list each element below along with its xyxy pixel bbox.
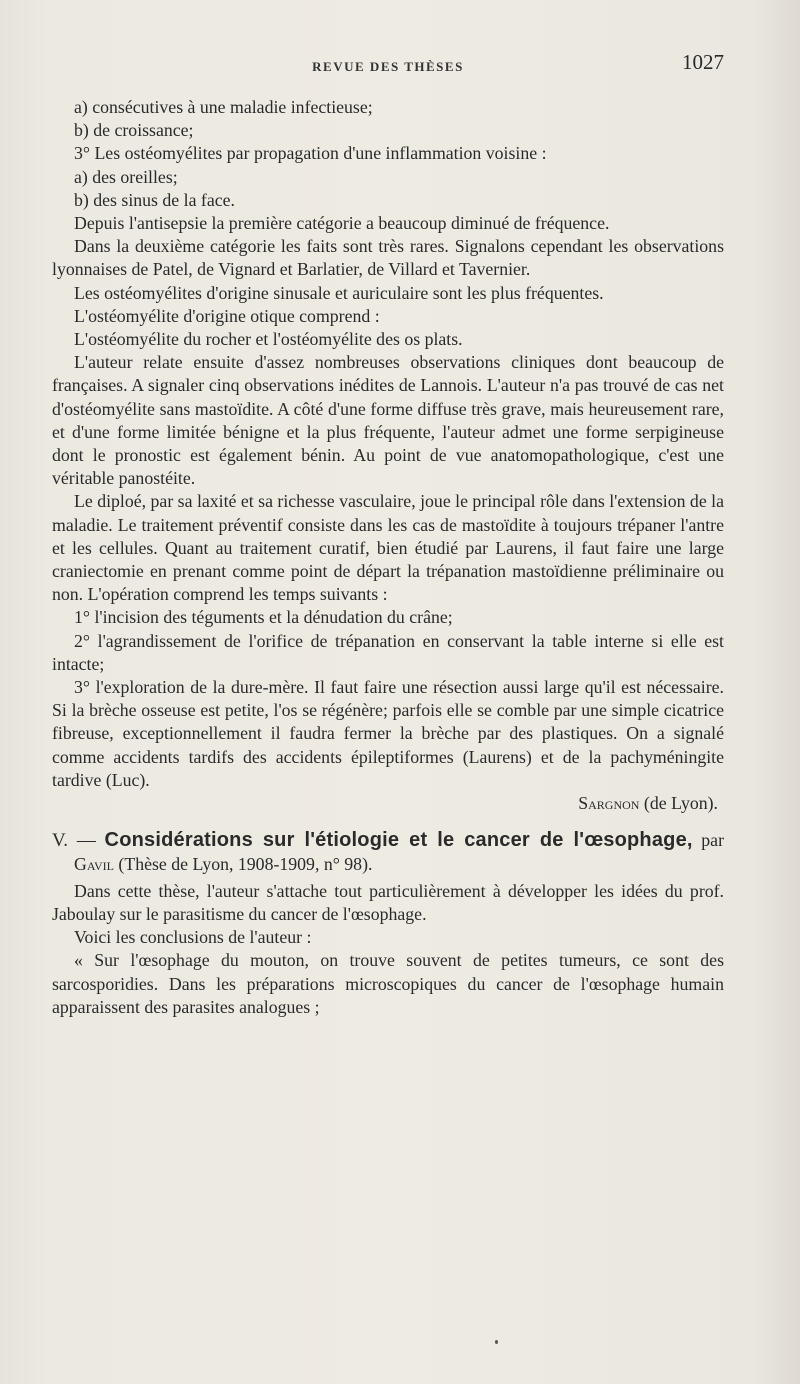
page-header	[52, 50, 724, 80]
signature-place: (de Lyon).	[643, 793, 718, 814]
paragraph: 3° l'exploration de la dure-mère. Il faut faire une résection aussi large qu'il est nécessaire. Si la brèche osseuse est petite, l'os se régénère; parfois elle se comble par une simple cicatrice fibreuse, exceptionnellement il faudra fermer la brèche par des plastiques. On a signalé comme accidents tardifs des accidents épileptiformes (Laurens) et de la pachyméningite tardive (Luc).	[52, 677, 724, 790]
paragraph: L'auteur relate ensuite d'assez nombreuses observations cliniques dont beaucoup de françaises. A signaler cinq observations inédites de Lannois. L'auteur n'a pas trouvé de cas net d'ostéomyélite sans mastoïdite. A côté d'une forme diffuse très grave, mais heureusement rare, et d'une forme limitée bénigne et la plus fréquente, l'auteur admet une forme serpigineuse dont le pronostic est également bénin. Au point de vue anatomopathologique, c'est une véritable panostéite.	[52, 352, 724, 489]
section-title: Considérations sur l'étiologie et le cancer de l'œsophage,	[104, 829, 693, 852]
body-text	[52, 96, 724, 1019]
paragraph: Les ostéomyélites d'origine sinusale et auriculaire sont les plus fréquentes.	[74, 282, 604, 303]
paragraph: L'ostéomyélite d'origine otique comprend :	[74, 305, 380, 326]
section-citation: (Thèse de Lyon, 1908-1909, n° 98).	[118, 853, 373, 874]
paragraph: b) de croissance;	[74, 120, 194, 141]
paragraph: 1° l'incision des téguments et la dénudation du crâne;	[74, 607, 453, 628]
section-author: Gavil	[74, 853, 114, 874]
section-heading	[52, 829, 724, 875]
paragraph: L'ostéomyélite du rocher et l'ostéomyélite des os plats.	[74, 329, 463, 350]
ink-dot	[495, 1340, 498, 1344]
section-number: V. —	[52, 830, 96, 852]
paragraph: Dans cette thèse, l'auteur s'attache tout particulièrement à développer les idées du prof. Jaboulay sur le parasitisme du cancer de l'œsophage.	[52, 880, 724, 924]
running-title: REVUE DES THÈSES	[312, 59, 464, 74]
paragraph: Dans la deuxième catégorie les faits sont très rares. Signalons cependant les observations lyonnaises de Patel, de Vignard et Barlatier, de Villard et Tavernier.	[52, 236, 724, 280]
paragraph: Voici les conclusions de l'auteur :	[74, 927, 312, 948]
paragraph: Depuis l'antisepsie la première catégorie a beaucoup diminué de fréquence.	[74, 213, 610, 234]
signature-name: Sargnon	[578, 793, 640, 814]
signature	[52, 792, 724, 815]
paragraph: « Sur l'œsophage du mouton, on trouve souvent de petites tumeurs, ce sont des sarcosporidies. Dans les préparations microscopiques du cancer de l'œsophage humain apparaissent des parasites analogues ;	[52, 950, 724, 1017]
paragraph: 2° l'agrandissement de l'orifice de trépanation en conservant la table interne si elle est intacte;	[52, 630, 724, 674]
section-byline-prefix: par	[701, 830, 724, 851]
paragraph: a) des oreilles;	[74, 166, 178, 187]
paragraph: a) consécutives à une maladie infectieuse;	[74, 97, 373, 117]
page-number: 1027	[682, 50, 724, 74]
paragraph: b) des sinus de la face.	[74, 189, 235, 210]
paragraph: Le diploé, par sa laxité et sa richesse vasculaire, joue le principal rôle dans l'extension de la maladie. Le traitement préventif consiste dans les cas de mastoïdite à toujours trépaner l'antre et les cellules. Quant au traitement curatif, bien étudié par Laurens, il faut faire une large craniectomie en prenant comme point de départ la trépanation mastoïdienne préliminaire ou non. L'opération comprend les temps suivants :	[52, 491, 724, 605]
paragraph: 3° Les ostéomyélites par propagation d'une inflammation voisine :	[74, 143, 547, 164]
